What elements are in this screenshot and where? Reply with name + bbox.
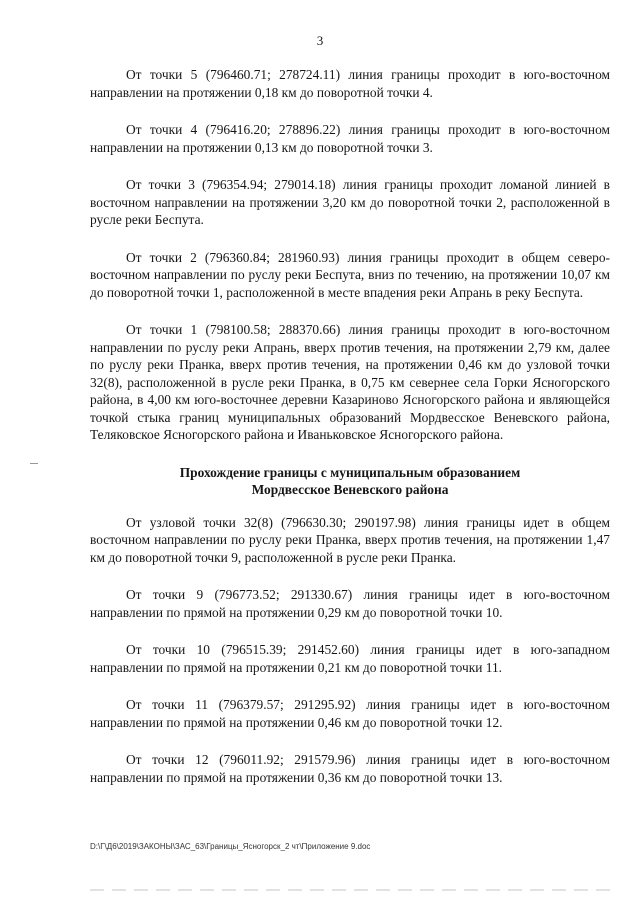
page-number: 3 bbox=[316, 33, 324, 48]
scan-artifact-mark bbox=[30, 463, 38, 464]
paragraph-point-12: От точки 12 (796011.92; 291579.96) линия границы идет в юго-восточном направлении по прямой на протяжении 0,36 км до поворотной точки 13. bbox=[90, 752, 610, 785]
paragraph-point-3: От точки 3 (796354.94; 279014.18) линия границы проходит ломаной линией в восточном направлении на протяжении 3,20 км до поворотной точки 2, расположенной в русле реки Беспута. bbox=[90, 177, 610, 227]
paragraph-point-2: От точки 2 (796360.84; 281960.93) линия границы проходит в общем северо-восточном направлении по руслу реки Беспута, вниз по течению, на протяжении 10,07 км до поворотной точки 1, расположенной в месте впадения реки Апрань в реку Беспута. bbox=[90, 249, 610, 300]
paragraph-point-1: От точки 1 (798100.58; 288370.66) линия границы проходит в юго-восточном направлении по руслу реки Апрань, вверх против течения, на протяжении 2,79 км, далее по руслу реки Пранка, вверх против течения, на протяжении 0,46 км до узловой точки 32(8), расположенной в русле реки Пранка, в 0,75 км севернее села Горки Ясногорского района, в 4,00 км юго-восточнее деревни Казариново Ясногорского района и являющейся точкой стыка границ муниципальных образований Мордвесское Веневского района, Теляковское Ясногорского района и Иваньковское Ясногорского района. bbox=[90, 322, 610, 442]
paragraph-point-4: От точки 4 (796416.20; 278896.22) линия границы проходит в юго-восточном направлении на протяжении 0,13 км до поворотной точки 3. bbox=[90, 122, 610, 155]
paragraph-point-11: От точки 11 (796379.57; 291295.92) линия границы идет в юго-восточном направлении по прямой на протяжении 0,46 км до поворотной точки 12. bbox=[90, 697, 610, 730]
scan-artifact-line bbox=[90, 889, 610, 891]
section-heading bbox=[90, 464, 610, 499]
document-body bbox=[90, 66, 610, 806]
paragraph-point-10: От точки 10 (796515.39; 291452.60) линия границы идет в юго-западном направлении по прямой на протяжении 0,21 км до поворотной точки 11. bbox=[90, 642, 610, 675]
section-heading-line-1: Прохождение границы с муниципальным образованием bbox=[179, 464, 521, 480]
footer-file-path: D:\Г\Д6\2019\ЗАКОНЫ\ЗАС_63\Границы_Ясногорск_2 чт\Приложение 9.doc bbox=[90, 842, 371, 851]
section-heading-line-2: Мордвесское Веневского района bbox=[251, 482, 449, 497]
paragraph-point-9: От точки 9 (796773.52; 291330.67) линия границы идет в юго-восточном направлении по прямой на протяжении 0,29 км до поворотной точки 10. bbox=[90, 587, 610, 620]
paragraph-node-32: От узловой точки 32(8) (796630.30; 290197.98) линия границы идет в общем восточном направлении по руслу реки Пранка, вверх против течения, на протяжении 1,47 км до поворотной точки 9, расположенной в русле реки Пранка. bbox=[90, 514, 610, 565]
paragraph-point-5: От точки 5 (796460.71; 278724.11) линия границы проходит в юго-восточном направлении на протяжении 0,18 км до поворотной точки 4. bbox=[90, 67, 610, 100]
